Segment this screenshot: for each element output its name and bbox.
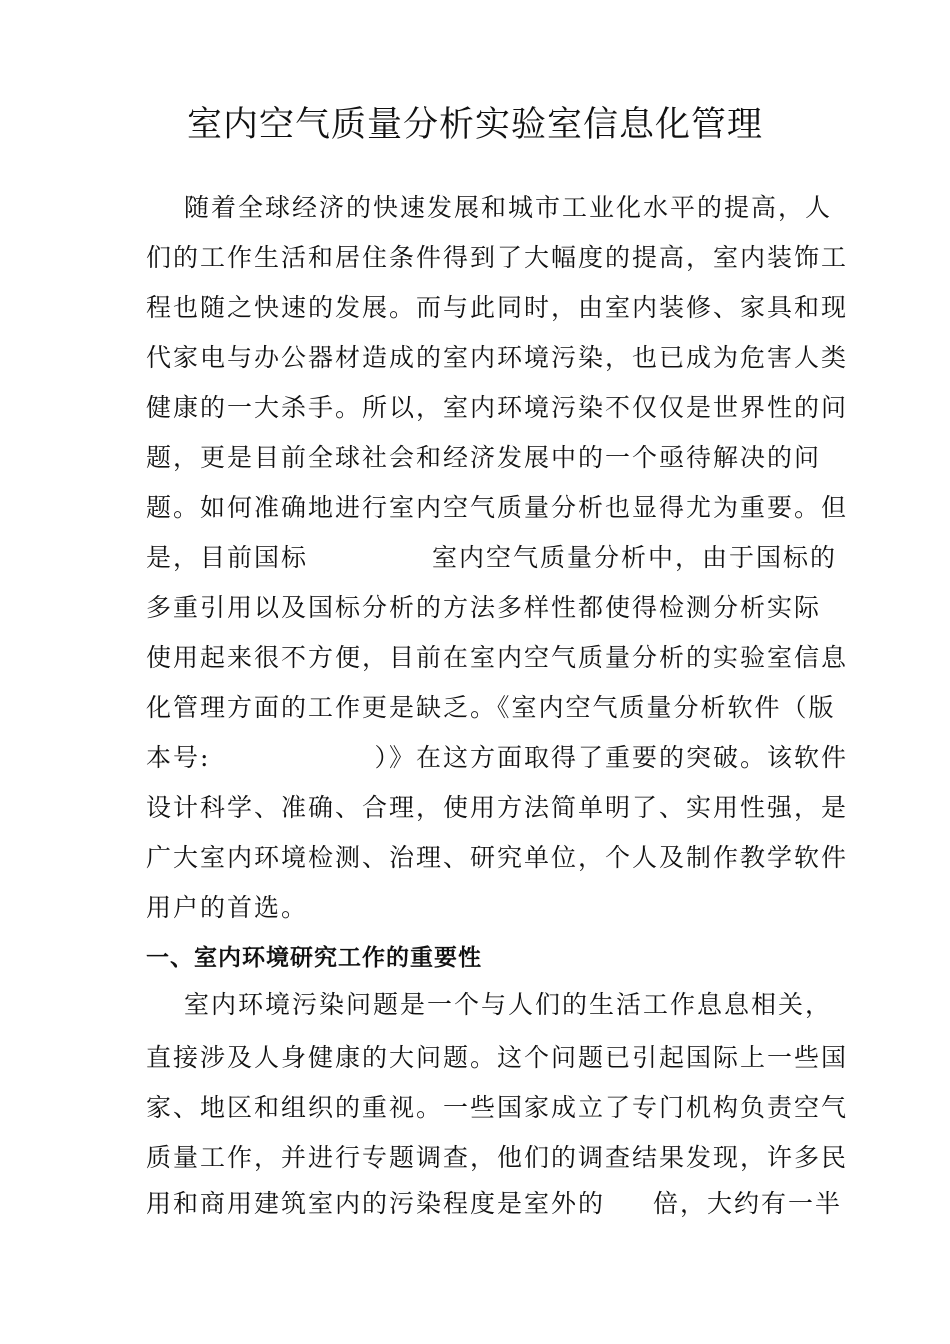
paragraph-line: 程也随之快速的发展。而与此同时，由室内装修、家具和现 — [146, 293, 849, 322]
paragraph-line: 质量工作，并进行专题调查，他们的调查结果发现，许多民 — [146, 1143, 849, 1172]
paragraph-line: 直接涉及人身健康的大问题。这个问题已引起国际上一些国 — [146, 1043, 849, 1072]
paragraph-line: 化管理方面的工作更是缺乏。《室内空气质量分析软件（版 — [146, 693, 836, 722]
paragraph-line — [146, 738, 848, 778]
line-segment: 是，目前国标 — [146, 543, 309, 572]
paragraph-line: 题，更是目前全球社会和经济发展中的一个亟待解决的问 — [146, 443, 822, 472]
paragraph-line: 们的工作生活和居住条件得到了大幅度的提高，室内装饰工 — [146, 243, 849, 272]
paragraph-line: 随着全球经济的快速发展和城市工业化水平的提高，人 — [184, 193, 833, 222]
paragraph-line: 家、地区和组织的重视。一些国家成立了专门机构负责空气 — [146, 1093, 849, 1122]
paragraph-line: 广大室内环境检测、治理、研究单位，个人及制作教学软件 — [146, 843, 849, 872]
line-segment: 本号: — [146, 743, 211, 772]
line-segment: 室内空气质量分析中，由于国标的 — [432, 543, 838, 572]
paragraph-line: 题。如何准确地进行室内空气质量分析也显得尤为重要。但 — [146, 493, 849, 522]
paragraph-line: 用户的首选。 — [146, 893, 309, 922]
document-title: 室内空气质量分析实验室信息化管理 — [186, 105, 763, 145]
paragraph-line: 代家电与办公器材造成的室内环境污染，也已成为危害人类 — [146, 343, 849, 372]
paragraph-line — [146, 1184, 842, 1224]
paragraph-line: 健康的一大杀手。所以，室内环境污染不仅仅是世界性的问 — [146, 393, 849, 422]
section-heading: 一、室内环境研究工作的重要性 — [146, 945, 482, 971]
line-segment: ）》在这方面取得了重要的突破。该软件 — [374, 743, 848, 772]
paragraph-line: 多重引用以及国标分析的方法多样性都使得检测分析实际 — [146, 593, 822, 622]
line-segment: 倍，大约有一半 — [653, 1189, 843, 1218]
paragraph-line: 使用起来很不方便，目前在室内空气质量分析的实验室信息 — [146, 643, 849, 672]
paragraph-line: 室内环境污染问题是一个与人们的生活工作息息相关， — [184, 990, 833, 1019]
paragraph-line: 设计科学、准确、合理，使用方法简单明了、实用性强，是 — [146, 793, 849, 822]
line-segment: 用和商用建筑室内的污染程度是室外的 — [146, 1189, 606, 1218]
paragraph-line — [146, 538, 837, 578]
